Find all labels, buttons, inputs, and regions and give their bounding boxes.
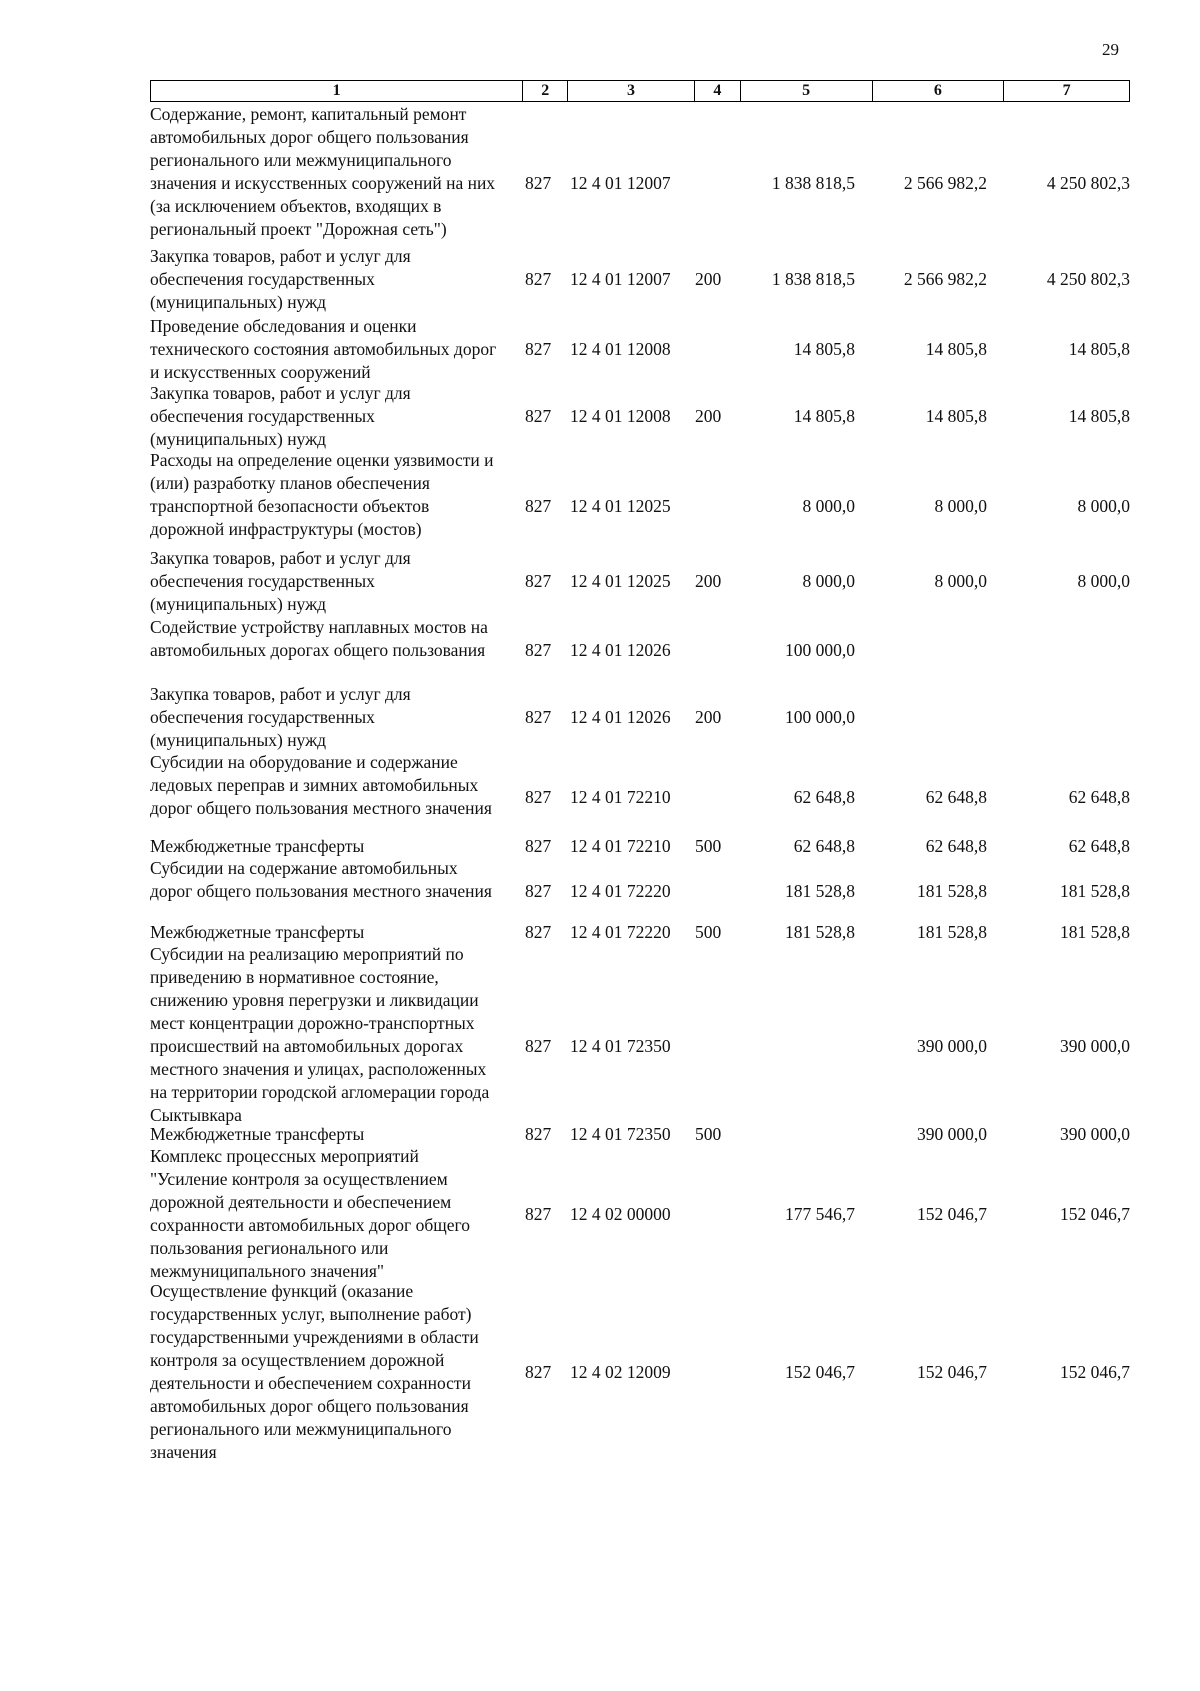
table-row	[150, 382, 1135, 451]
row-vr: 500	[695, 1124, 722, 1144]
row-value-7: 181 528,8	[1060, 922, 1130, 942]
table-row	[150, 1280, 1135, 1464]
row-code: 827	[525, 836, 552, 856]
row-value-7: 390 000,0	[1060, 1036, 1130, 1056]
row-value-5: 181 528,8	[785, 881, 855, 901]
table-row	[150, 1123, 1135, 1146]
row-name: Субсидии на оборудование и содержание ледовых переправ и зимних автомобильных дорог общего пользования местного значения	[150, 752, 492, 818]
row-code: 827	[525, 1124, 552, 1144]
row-csr: 12 4 01 72220	[570, 881, 671, 901]
row-csr: 12 4 01 72350	[570, 1036, 671, 1056]
row-code: 827	[525, 707, 552, 727]
table-row	[150, 245, 1135, 314]
row-value-6: 181 528,8	[917, 881, 987, 901]
row-value-6: 62 648,8	[925, 836, 987, 856]
row-value-7: 152 046,7	[1060, 1203, 1130, 1224]
row-value-7: 14 805,8	[1068, 339, 1130, 359]
row-value-7: 181 528,8	[1060, 881, 1130, 901]
row-code: 827	[525, 1036, 552, 1056]
row-code: 827	[525, 339, 552, 359]
row-name: Субсидии на реализацию мероприятий по приведению в нормативное состояние, снижению уровня перегрузки и ликвидации мест концентрации дорожно-транспортных происшествий на автомобильных дорогах местного значения и улицах, расположенных на территории городской агломерации города Сыктывкара	[150, 944, 490, 1125]
row-value-5: 181 528,8	[785, 922, 855, 942]
row-csr: 12 4 02 00000	[570, 1203, 671, 1224]
row-value-5: 62 648,8	[793, 786, 855, 807]
row-csr: 12 4 01 12025	[570, 496, 671, 516]
row-csr: 12 4 01 72350	[570, 1124, 671, 1144]
row-csr: 12 4 01 12008	[570, 339, 671, 359]
row-csr: 12 4 01 12026	[570, 640, 671, 660]
row-code: 827	[525, 922, 552, 942]
row-value-6: 2 566 982,2	[903, 173, 987, 193]
row-vr: 200	[695, 707, 722, 727]
row-name: Закупка товаров, работ и услуг для обеспечения государственных (муниципальных) нужд	[150, 383, 411, 449]
row-code: 827	[525, 1361, 552, 1382]
header-col-6: 6	[873, 81, 1005, 101]
table-row	[150, 943, 1135, 1127]
row-code: 827	[525, 496, 552, 516]
row-code: 827	[525, 881, 552, 901]
row-value-5: 8 000,0	[802, 571, 855, 591]
row-vr: 500	[695, 922, 722, 942]
row-value-6: 8 000,0	[934, 496, 987, 516]
row-name: Содействие устройству наплавных мостов на автомобильных дорогах общего пользования	[150, 617, 488, 660]
header-col-5: 5	[741, 81, 873, 101]
header-col-1: 1	[151, 81, 523, 101]
row-csr: 12 4 01 12026	[570, 707, 671, 727]
row-code: 827	[525, 640, 552, 660]
table-row	[150, 547, 1135, 616]
table-row	[150, 315, 1135, 384]
row-value-6: 390 000,0	[917, 1124, 987, 1144]
row-value-6: 14 805,8	[925, 406, 987, 426]
row-value-5: 100 000,0	[785, 707, 855, 727]
row-name: Содержание, ремонт, капитальный ремонт автомобильных дорог общего пользования регионального или межмуниципального значения и искусственных сооружений на них (за исключением объектов, входящих в региональный проект "Дорожная сеть")	[150, 104, 496, 239]
row-value-5: 14 805,8	[793, 339, 855, 359]
row-csr: 12 4 01 12008	[570, 406, 671, 426]
row-csr: 12 4 01 72220	[570, 922, 671, 942]
row-csr: 12 4 01 72210	[570, 786, 671, 807]
row-csr: 12 4 01 72210	[570, 836, 671, 856]
row-name: Осуществление функций (оказание государственных услуг, выполнение работ) государственными учреждениями в области контроля за осуществлением дорожной деятельности и обеспечением сохранности автомобильных дорог общего пользования регионального или межмуниципального значения	[150, 1281, 479, 1462]
row-value-7: 152 046,7	[1060, 1361, 1130, 1382]
page-number: 29	[1102, 40, 1119, 59]
table-row	[150, 835, 1135, 858]
row-value-7: 390 000,0	[1060, 1124, 1130, 1144]
row-name: Межбюджетные трансферты	[150, 836, 365, 856]
row-value-7: 4 250 802,3	[1046, 173, 1130, 193]
row-name: Закупка товаров, работ и услуг для обеспечения государственных (муниципальных) нужд	[150, 684, 411, 750]
header-col-7: 7	[1062, 82, 1071, 99]
table-header	[150, 80, 1130, 102]
row-value-6: 14 805,8	[925, 339, 987, 359]
table-row	[150, 103, 1135, 239]
row-name: Межбюджетные трансферты	[150, 922, 365, 942]
row-value-5: 177 546,7	[785, 1203, 855, 1224]
row-value-5: 14 805,8	[793, 406, 855, 426]
row-vr: 200	[695, 269, 722, 289]
row-value-7: 62 648,8	[1068, 836, 1130, 856]
row-value-5: 152 046,7	[785, 1361, 855, 1382]
row-value-6: 8 000,0	[934, 571, 987, 591]
row-vr: 200	[695, 571, 722, 591]
row-value-7: 62 648,8	[1068, 786, 1130, 807]
row-vr: 500	[695, 836, 722, 856]
row-csr: 12 4 01 12025	[570, 571, 671, 591]
table-row	[150, 857, 1135, 926]
row-vr: 200	[695, 406, 722, 426]
row-csr: 12 4 02 12009	[570, 1361, 671, 1382]
row-value-5: 62 648,8	[793, 836, 855, 856]
row-value-6: 181 528,8	[917, 922, 987, 942]
row-name: Закупка товаров, работ и услуг для обеспечения государственных (муниципальных) нужд	[150, 246, 411, 312]
row-value-6: 2 566 982,2	[903, 269, 987, 289]
row-name: Расходы на определение оценки уязвимости и (или) разработку планов обеспечения транспортной безопасности объектов дорожной инфраструктуры (мостов)	[150, 450, 494, 539]
row-name: Межбюджетные трансферты	[150, 1124, 365, 1144]
row-name: Проведение обследования и оценки технического состояния автомобильных дорог и искусственных сооружений	[150, 316, 497, 382]
row-name: Закупка товаров, работ и услуг для обеспечения государственных (муниципальных) нужд	[150, 548, 411, 614]
table-row	[150, 1145, 1135, 1283]
table-row	[150, 751, 1135, 843]
row-value-7: 4 250 802,3	[1046, 269, 1130, 289]
row-value-5: 1 838 818,5	[771, 173, 855, 193]
row-name: Комплекс процессных мероприятий "Усиление контроля за осуществлением дорожной деятельности и обеспечением сохранности автомобильных дорог общего пользования регионального или межмуниципального значения"	[150, 1146, 470, 1281]
row-value-7: 8 000,0	[1077, 496, 1130, 516]
row-csr: 12 4 01 12007	[570, 173, 671, 193]
row-value-7: 8 000,0	[1077, 571, 1130, 591]
table-row	[150, 683, 1135, 752]
header-col-2: 2	[523, 81, 568, 101]
row-value-5: 1 838 818,5	[771, 269, 855, 289]
row-csr: 12 4 01 12007	[570, 269, 671, 289]
row-code: 827	[525, 1203, 552, 1224]
table-row	[150, 921, 1135, 944]
table-row	[150, 449, 1135, 541]
row-value-7: 14 805,8	[1068, 406, 1130, 426]
row-name: Субсидии на содержание автомобильных дорог общего пользования местного значения	[150, 858, 492, 901]
header-col-4: 4	[695, 81, 741, 101]
row-code: 827	[525, 786, 552, 807]
header-col-3: 3	[568, 81, 695, 101]
row-code: 827	[525, 406, 552, 426]
row-code: 827	[525, 173, 552, 193]
row-value-5: 100 000,0	[785, 640, 855, 660]
row-value-6: 152 046,7	[917, 1203, 987, 1224]
row-value-5: 8 000,0	[802, 496, 855, 516]
row-value-6: 152 046,7	[917, 1361, 987, 1382]
row-value-6: 390 000,0	[917, 1036, 987, 1056]
table-row	[150, 616, 1135, 662]
row-code: 827	[525, 571, 552, 591]
row-value-6: 62 648,8	[925, 786, 987, 807]
row-code: 827	[525, 269, 552, 289]
